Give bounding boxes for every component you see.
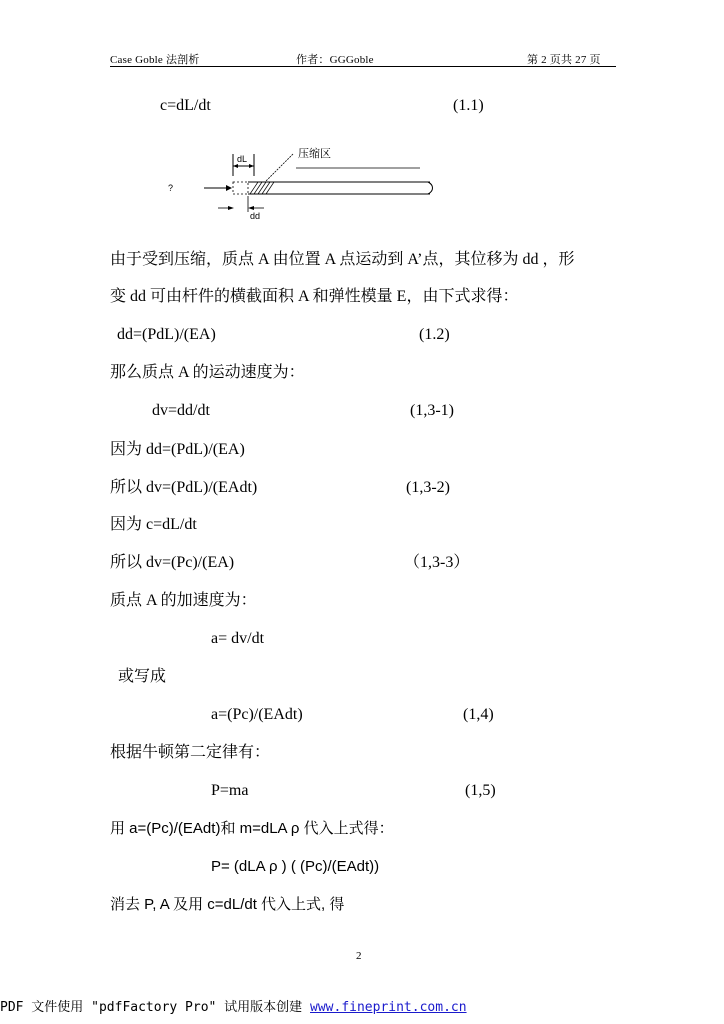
header-left: Case Goble 法剖析 xyxy=(110,54,200,66)
equation-1-3-3-number: （1,3-3） xyxy=(404,554,470,571)
paragraph-displacement-2: 变 dd 可由杆件的横截面积 A 和弹性模量 E，由下式求得： xyxy=(110,288,519,305)
line-or-written: 或写成 xyxy=(118,668,167,685)
figure-force-label: ? xyxy=(168,183,174,193)
page-number: 2 xyxy=(356,950,362,962)
equation-1-4: a=(Pc)/(EAdt) xyxy=(211,706,303,723)
equation-1-3-2-number: (1,3-2) xyxy=(406,479,450,496)
equation-1-2-number: (1.2) xyxy=(419,326,450,343)
equation-1-3-2: 所以 dv=(PdL)/(EAdt) xyxy=(110,479,258,496)
header-author: 作者：GGGoble xyxy=(296,54,374,66)
paragraph-newton: 根据牛顿第二定律有： xyxy=(110,744,271,761)
paragraph-eliminate: 消去 P, A 及用 c=dL/dt 代入上式, 得 xyxy=(110,896,345,913)
equation-1-3-1: dv=dd/dt xyxy=(152,402,210,419)
equation-acceleration: a= dv/dt xyxy=(211,630,265,647)
equation-1-1-number: (1.1) xyxy=(453,97,484,114)
figure-zone-label: 压缩区 xyxy=(298,148,331,160)
equation-1-4-number: (1,4) xyxy=(463,706,494,723)
figure-dd-label: dd xyxy=(250,211,261,221)
paragraph-displacement-1: 由于受到压缩，质点 A 由位置 A 点运动到 A’点，其位移为 dd ，形 xyxy=(110,251,575,268)
footer-link[interactable]: www.fineprint.com.cn xyxy=(310,1000,467,1015)
header-rule xyxy=(110,66,616,67)
pdf-footer xyxy=(0,996,467,1015)
equation-1-5-number: (1,5) xyxy=(465,782,496,799)
footer-text: PDF 文件使用 "pdfFactory Pro" 试用版本创建 xyxy=(0,1000,311,1015)
paragraph-substitute: 用 a=(Pc)/(EAdt)和 m=dLA ρ 代入上式得： xyxy=(110,820,394,837)
paragraph-acceleration: 质点 A 的加速度为： xyxy=(110,592,257,609)
rod-compression-figure xyxy=(160,140,450,225)
figure-dL-label: dL xyxy=(236,154,248,164)
header-page-info: 第 2 页共 27 页 xyxy=(527,54,601,66)
equation-1-3-3: 所以 dv=(Pc)/(EA) xyxy=(110,554,235,571)
equation-force: P= (dLA ρ ) ( (Pc)/(EAdt)) xyxy=(211,858,380,875)
line-because-c: 因为 c=dL/dt xyxy=(110,516,197,533)
equation-1-3-1-number: (1,3-1) xyxy=(410,402,454,419)
equation-1-5: P=ma xyxy=(211,782,249,799)
equation-1-2: dd=(PdL)/(EA) xyxy=(117,326,216,343)
line-because-dd: 因为 dd=(PdL)/(EA) xyxy=(110,441,245,458)
equation-1-1: c=dL/dt xyxy=(160,97,211,114)
paragraph-velocity: 那么质点 A 的运动速度为： xyxy=(110,364,305,381)
